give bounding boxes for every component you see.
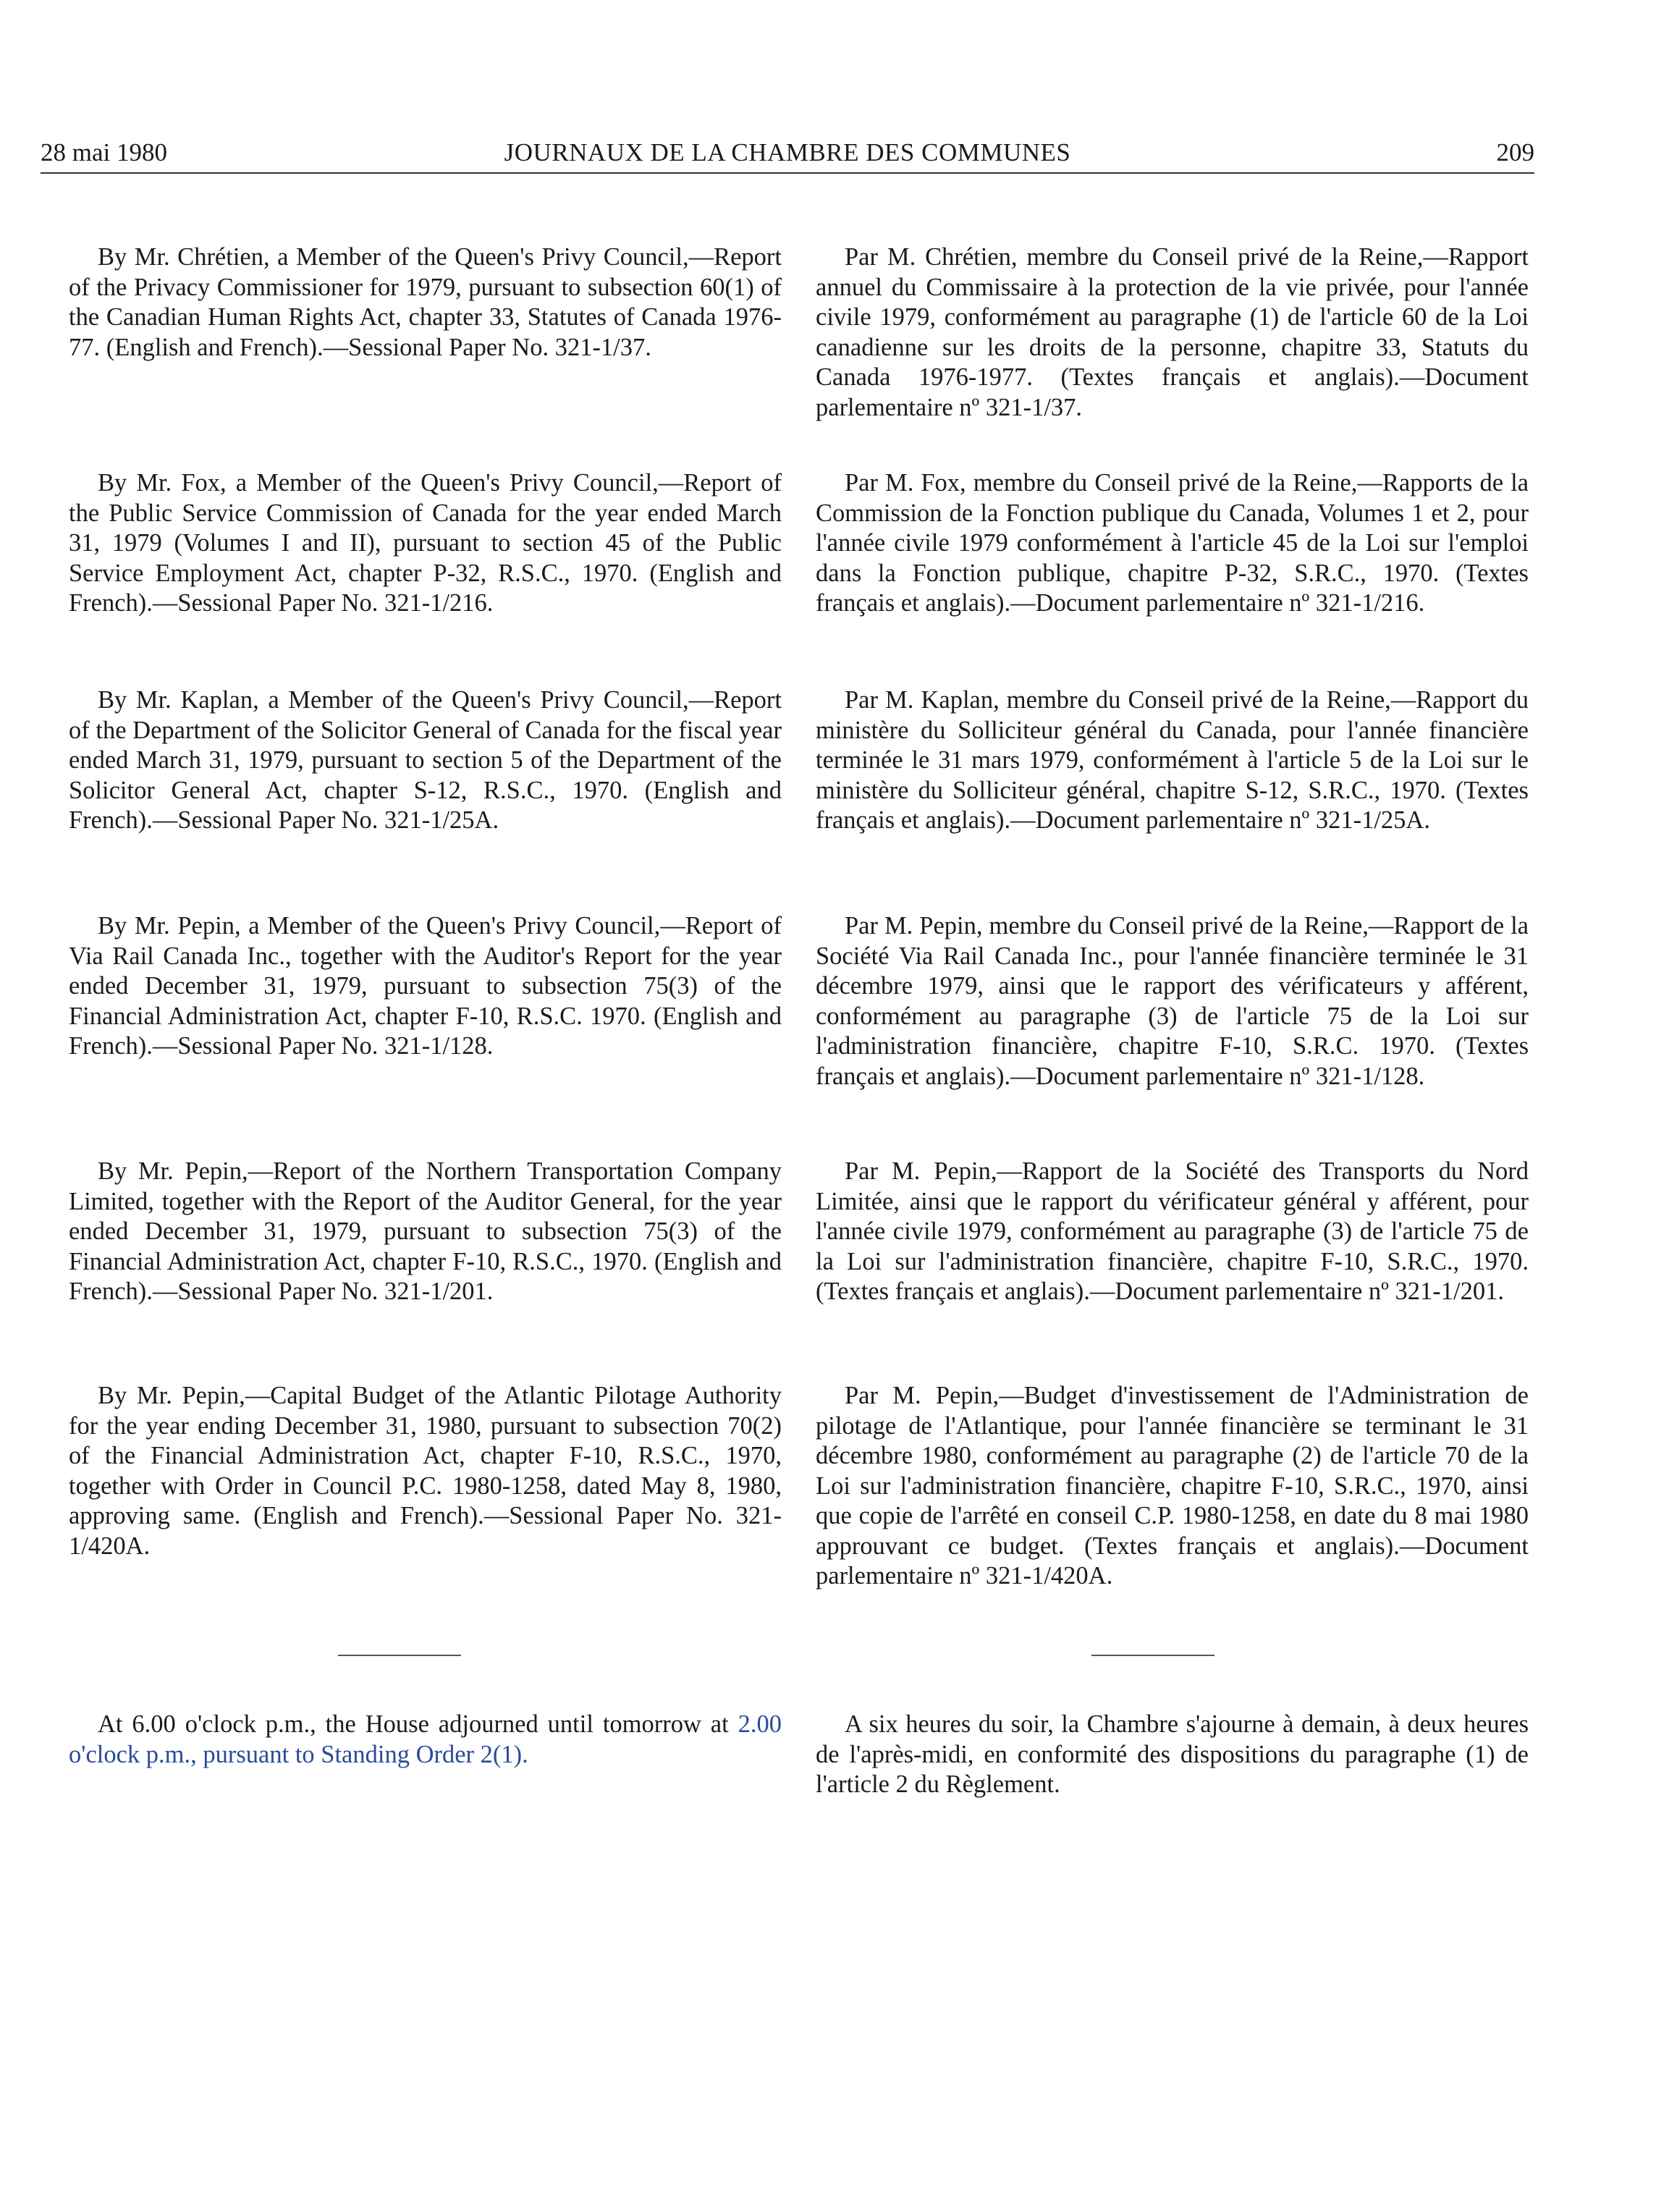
entry-en-pepin-atlantic-pilotage: By Mr. Pepin,—Capital Budget of the Atlantic Pilotage Authority for the year ending December 31, 1980, pursuant to subsection 70(2) of the Financial Administration Act, chapter F-10, R.S.C., 1970, together with Order in Council P.C. 1980-1258, dated May 8, 1980, approving same. (English and French).—Sessional Paper No. 321-1/420A. xyxy=(69,1382,782,1560)
entry-fr-pepin-transports-nord: Par M. Pepin,—Rapport de la Société des Transports du Nord Limitée, ainsi que le rapport du vérificateur général y afférent, pour l'année civile 1979, conformément au paragraphe (3) de l'article 75 de la Loi sur l'administration financière, chapitre F-10, S.R.C., 1970. (Textes français et anglais).—Document parlementaire nº 321-1/201. xyxy=(816,1157,1529,1305)
entry-fr-pepin-pilotage-atlantique: Par M. Pepin,—Budget d'investissement de l'Administration de pilotage de l'Atlantique, pour l'année financière se terminant le 31 décembre 1980, conformément au paragraphe (2) de l'article 70 de la Loi sur l'administration financière, chapitre F-10, S.R.C., 1970, ainsi que copie de l'arrêté en conseil C.P. 1980-1258, en date du 8 mai 1980 approuvant ce budget. (Textes français et anglais).—Document parlementaire nº 321-1/420A. xyxy=(816,1382,1529,1590)
separator-en xyxy=(338,1655,461,1656)
entry-fr-fox: Par M. Fox, membre du Conseil privé de la Reine,—Rapports de la Commission de la Fonction publique du Canada, Volumes 1 et 2, pour l'année civile 1979 conformément à l'article 45 de la Loi sur l'emploi dans la Fonction publique, chapitre P-32, S.R.C., 1970. (Textes français et anglais).—Document parlementaire nº 321-1/216. xyxy=(816,469,1529,617)
entry-fr-kaplan: Par M. Kaplan, membre du Conseil privé de la Reine,—Rapport du ministère du Solliciteur général du Canada, pour l'année financière terminée le 31 mars 1979, conformément à l'article 5 de la Loi sur le ministère du Solliciteur général, chapitre S-12, S.R.C., 1970. (Textes français et anglais).—Document parlementaire nº 321-1/25A. xyxy=(816,686,1529,834)
entry-en-chretien: By Mr. Chrétien, a Member of the Queen's Privy Council,—Report of the Privacy Commissioner for 1979, pursuant to subsection 60(1) of the Canadian Human Rights Act, chapter 33, Statutes of Canada 1976-77. (English and French).—Sessional Paper No. 321-1/37. xyxy=(69,243,782,361)
page-header xyxy=(41,135,1534,171)
adjournment-fr: A six heures du soir, la Chambre s'ajourne à demain, à deux heures de l'après-midi, en conformité des dispositions du paragraphe (1) de l'article 2 du Règlement. xyxy=(816,1710,1529,1798)
page-number: 209 xyxy=(1496,138,1534,166)
entry-en-kaplan: By Mr. Kaplan, a Member of the Queen's Privy Council,—Report of the Department of the Solicitor General of Canada for the fiscal year ended March 31, 1979, pursuant to section 5 of the Department of the Solicitor General Act, chapter S-12, R.S.C., 1970. (English and French).—Sessional Paper No. 321-1/25A. xyxy=(69,686,782,834)
separator-fr xyxy=(1091,1655,1214,1656)
entry-fr-chretien: Par M. Chrétien, membre du Conseil privé de la Reine,—Rapport annuel du Commissaire à la protection de la vie privée, pour l'année civile 1979, conformément au paragraphe (1) de l'article 60 de la Loi canadienne sur les droits de la personne, chapitre 33, Statuts du Canada 1976-1977. (Textes français et anglais).—Document parlementaire nº 321-1/37. xyxy=(816,243,1529,421)
entry-en-fox: By Mr. Fox, a Member of the Queen's Privy Council,—Report of the Public Service Commission of Canada for the year ended March 31, 1979 (Volumes I and II), pursuant to section 45 of the Public Service Employment Act, chapter P-32, R.S.C., 1970. (English and French).—Sessional Paper No. 321-1/216. xyxy=(69,469,782,617)
header-title: JOURNAUX DE LA CHAMBRE DES COMMUNES xyxy=(504,138,1071,166)
entry-en-pepin-northern-transportation: By Mr. Pepin,—Report of the Northern Transportation Company Limited, together with the Report of the Auditor General, for the year ended December 31, 1979, pursuant to subsection 75(3) of the Financial Administration Act, chapter F-10, R.S.C., 1970. (English and French).—Sessional Paper No. 321-1/201. xyxy=(69,1157,782,1305)
entry-en-pepin-via-rail: By Mr. Pepin, a Member of the Queen's Privy Council,—Report of Via Rail Canada Inc., together with the Auditor's Report for the year ended December 31, 1979, pursuant to subsection 75(3) of the Financial Administration Act, chapter F-10, R.S.C. 1970. (English and French).—Sessional Paper No. 321-1/128. xyxy=(69,912,782,1060)
header-date: 28 mai 1980 xyxy=(41,138,167,166)
entry-fr-pepin-via-rail: Par M. Pepin, membre du Conseil privé de la Reine,—Rapport de la Société Via Rail Canada Inc., pour l'année financière terminée le 31 décembre 1979, ainsi que le rapport des vérificateurs y afférent, conformément au paragraphe (3) de l'article 75 de la Loi sur l'administration financière, chapitre F-10, S.R.C. 1970. (Textes français et anglais).—Document parlementaire nº 321-1/128. xyxy=(816,912,1529,1090)
header-rule xyxy=(41,172,1534,174)
adjournment-en-line2: 2.00 o'clock p.m., pursuant to Standing Order 2(1). xyxy=(69,1710,782,1768)
adjournment-en-line1: At 6.00 o'clock p.m., the House adjourned until tomorrow at xyxy=(98,1710,729,1738)
adjournment-en xyxy=(69,1710,782,1770)
